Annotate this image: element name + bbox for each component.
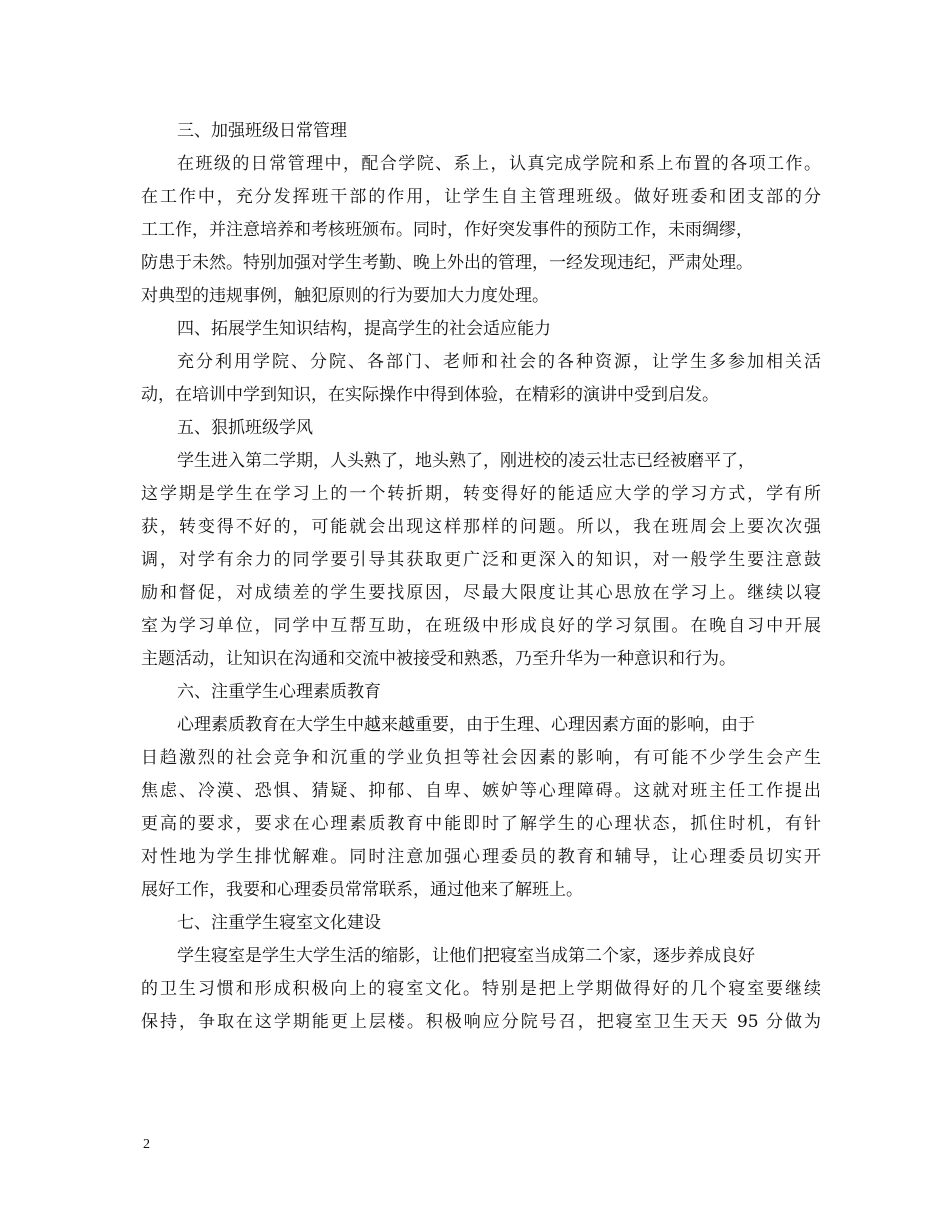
text-line: 日趋激烈的社会竞争和沉重的学业负担等社会因素的影响，有可能不少学生会产生: [141, 748, 821, 768]
text-line: 四、拓展学生知识结构，提高学生的社会适应能力: [177, 319, 551, 339]
page-number: 2: [143, 1137, 150, 1152]
text-line: 动，在培训中学到知识，在实际操作中得到体验，在精彩的演讲中受到启发。: [141, 385, 719, 405]
text-line: 获，转变得不好的，可能就会出现这样那样的问题。所以，我在班周会上要次次强: [141, 517, 821, 537]
text-line: 学生进入第二学期，人头熟了，地头熟了，刚进校的凌云壮志已经被磨平了，: [177, 451, 755, 471]
text-line: 心理素质教育在大学生中越来越重要，由于生理、心理因素方面的影响，由于: [177, 715, 755, 735]
text-line: 七、注重学生寝室文化建设: [177, 913, 381, 933]
text-line: 焦虑、冷漠、恐惧、猜疑、抑郁、自卑、嫉妒等心理障碍。这就对班主任工作提出: [141, 781, 821, 801]
text-line: 六、注重学生心理素质教育: [177, 682, 381, 702]
text-line: 更高的要求，要求在心理素质教育中能即时了解学生的心理状态，抓住时机，有针: [141, 814, 821, 834]
text-line: 调，对学有余力的同学要引导其获取更广泛和更深入的知识，对一般学生要注意鼓: [141, 550, 821, 570]
text-line: 防患于未然。特别加强对学生考勤、晚上外出的管理，一经发现违纪，严肃处理。: [141, 253, 753, 273]
text-line: 展好工作，我要和心理委员常常联系，通过他来了解班上。: [141, 880, 583, 900]
text-line: 保持，争取在这学期能更上层楼。积极响应分院号召，把寝室卫生天天 95 分做为: [141, 1012, 821, 1032]
text-line: 室为学习单位，同学中互帮互助，在班级中形成良好的学习氛围。在晚自习中开展: [141, 616, 821, 636]
text-line: 学生寝室是学生大学生活的缩影，让他们把寝室当成第二个家，逐步养成良好: [177, 946, 755, 966]
text-line: 三、加强班级日常管理: [177, 121, 347, 141]
text-line: 工工作，并注意培养和考核班颁布。同时，作好突发事件的预防工作，未雨绸缪，: [141, 220, 753, 240]
text-line: 主题活动，让知识在沟通和交流中被接受和熟悉，乃至升华为一种意识和行为。: [141, 649, 736, 669]
text-line: 这学期是学生在学习上的一个转折期，转变得好的能适应大学的学习方式，学有所: [141, 484, 821, 504]
text-line: 在班级的日常管理中，配合学院、系上，认真完成学院和系上布置的各项工作。: [177, 154, 821, 174]
text-line: 在工作中，充分发挥班干部的作用，让学生自主管理班级。做好班委和团支部的分: [141, 187, 821, 207]
text-line: 对典型的违规事例，触犯原则的行为要加大力度处理。: [141, 286, 549, 306]
text-line: 的卫生习惯和形成积极向上的寝室文化。特别是把上学期做得好的几个寝室要继续: [141, 979, 821, 999]
text-line: 对性地为学生排忧解难。同时注意加强心理委员的教育和辅导，让心理委员切实开: [141, 847, 821, 867]
text-line: 充分利用学院、分院、各部门、老师和社会的各种资源，让学生多参加相关活: [177, 352, 821, 372]
text-line: 励和督促，对成绩差的学生要找原因，尽最大限度让其心思放在学习上。继续以寝: [141, 583, 821, 603]
text-line: 五、狠抓班级学风: [177, 418, 313, 438]
